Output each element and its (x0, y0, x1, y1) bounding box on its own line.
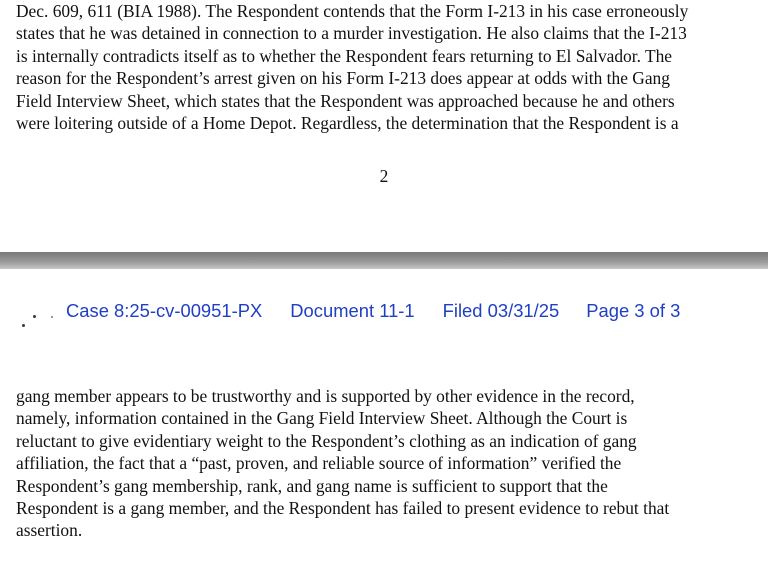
current-page-paragraph (16, 385, 764, 542)
text-line: is internally contradicts itself as to whether the Respondent fears returning to El Salvador. The (16, 45, 673, 66)
case-header (66, 300, 680, 322)
text-line: were loitering outside of a Home Depot. Regardless, the determination that the Respondent is a (16, 113, 679, 134)
page-indicator: Page 3 of 3 (586, 300, 681, 321)
text-line: states that he was detained in connection to a murder investigation. He also claims that the I-213 (16, 23, 687, 44)
previous-page-paragraph (16, 0, 764, 134)
page-number: 2 (379, 166, 389, 186)
scan-speck (22, 324, 25, 327)
document-number: Document 11-1 (290, 300, 415, 321)
text-line: Dec. 609, 611 (BIA 1988). The Respondent contends that the Form I-213 in his case erroneously (16, 1, 689, 21)
text-line: affiliation, the fact that a “past, proven, and reliable source of information” verified the (16, 453, 622, 474)
text-line: reluctant to give evidentiary weight to the Respondent’s clothing as an indication of gang (16, 430, 637, 451)
text-line: reason for the Respondent’s arrest given on his Form I-213 does appear at odds with the Gang (16, 68, 670, 89)
text-line: Respondent is a gang member, and the Respondent has failed to present evidence to rebut that (16, 498, 670, 519)
text-line: gang member appears to be trustworthy and is supported by other evidence in the record, (16, 386, 635, 406)
case-number: Case 8:25-cv-00951-PX (66, 300, 263, 321)
text-line: assertion. (16, 520, 83, 541)
scan-speck (33, 315, 36, 318)
text-line: namely, information contained in the Gang Field Interview Sheet. Although the Court is (16, 408, 628, 429)
page-separator (0, 252, 768, 269)
text-line: Respondent’s gang membership, rank, and gang name is sufficient to support that the (16, 475, 608, 496)
text-line: Field Interview Sheet, which states that the Respondent was approached because he and others (16, 90, 675, 111)
scan-speck (51, 316, 53, 318)
filed-date: Filed 03/31/25 (442, 300, 560, 321)
previous-page (0, 0, 768, 252)
